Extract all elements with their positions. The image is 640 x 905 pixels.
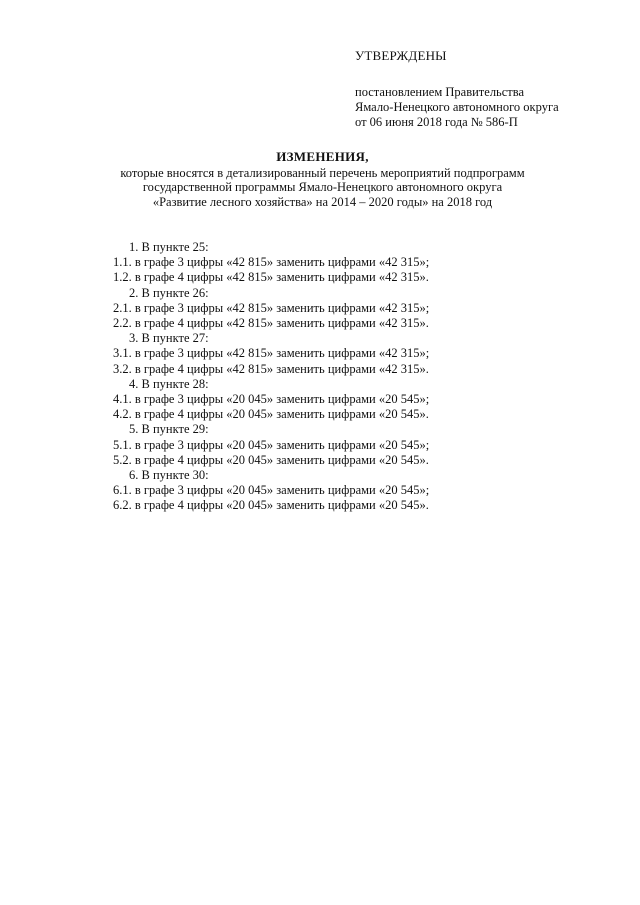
amendment-subpoint: 5.2. в графе 4 цифры «20 045» заменить цифрами «20 545». [113,452,429,467]
amendment-point: 5. В пункте 29: [129,422,209,437]
approval-block [355,48,625,130]
amendment-subpoint: 3.1. в графе 3 цифры «42 815» заменить цифрами «42 315»; [113,346,430,361]
amendment-subpoint: 1.1. в графе 3 цифры «42 815» заменить цифрами «42 315»; [113,255,430,270]
approved-label: УТВЕРЖДЕНЫ [355,48,447,63]
amendment-point: 6. В пункте 30: [129,468,209,483]
amendment-point: 2. В пункте 26: [129,285,209,300]
heading-line-1: которые вносятся в детализированный перечень мероприятий подпрограмм [120,166,525,181]
amendment-subpoint: 2.1. в графе 3 цифры «42 815» заменить цифрами «42 315»; [113,300,430,315]
approval-line-authority: постановлением Правительства [355,85,525,99]
amendment-subpoint: 6.2. в графе 4 цифры «20 045» заменить цифрами «20 545». [113,498,429,513]
amendment-subpoint: 4.2. в графе 4 цифры «20 045» заменить цифрами «20 545». [113,407,429,422]
amendments-list [113,240,573,514]
amendment-subpoint: 4.1. в графе 3 цифры «20 045» заменить цифрами «20 545»; [113,392,430,407]
amendment-subpoint: 2.2. в графе 4 цифры «42 815» заменить цифрами «42 315». [113,316,429,331]
heading-line-3: «Развитие лесного хозяйства» на 2014 – 2020 годы» на 2018 год [152,194,493,209]
amendment-subpoint: 5.1. в графе 3 цифры «20 045» заменить цифрами «20 545»; [113,437,430,452]
document-title: ИЗМЕНЕНИЯ, [276,149,369,164]
amendment-point: 4. В пункте 28: [129,376,209,391]
approval-line-region: Ямало-Ненецкого автономного округа [355,100,559,114]
approval-line-date: от 06 июня 2018 года № 586-П [355,115,518,129]
amendment-point: 3. В пункте 27: [129,331,209,346]
amendment-subpoint: 1.2. в графе 4 цифры «42 815» заменить цифрами «42 315». [113,270,429,285]
amendment-point: 1. В пункте 25: [129,240,209,254]
heading-line-2: государственной программы Ямало-Ненецкого автономного округа [142,180,503,195]
amendment-subpoint: 6.1. в графе 3 цифры «20 045» заменить цифрами «20 545»; [113,483,430,498]
document-heading [60,150,585,209]
amendment-subpoint: 3.2. в графе 4 цифры «42 815» заменить цифрами «42 315». [113,361,429,376]
